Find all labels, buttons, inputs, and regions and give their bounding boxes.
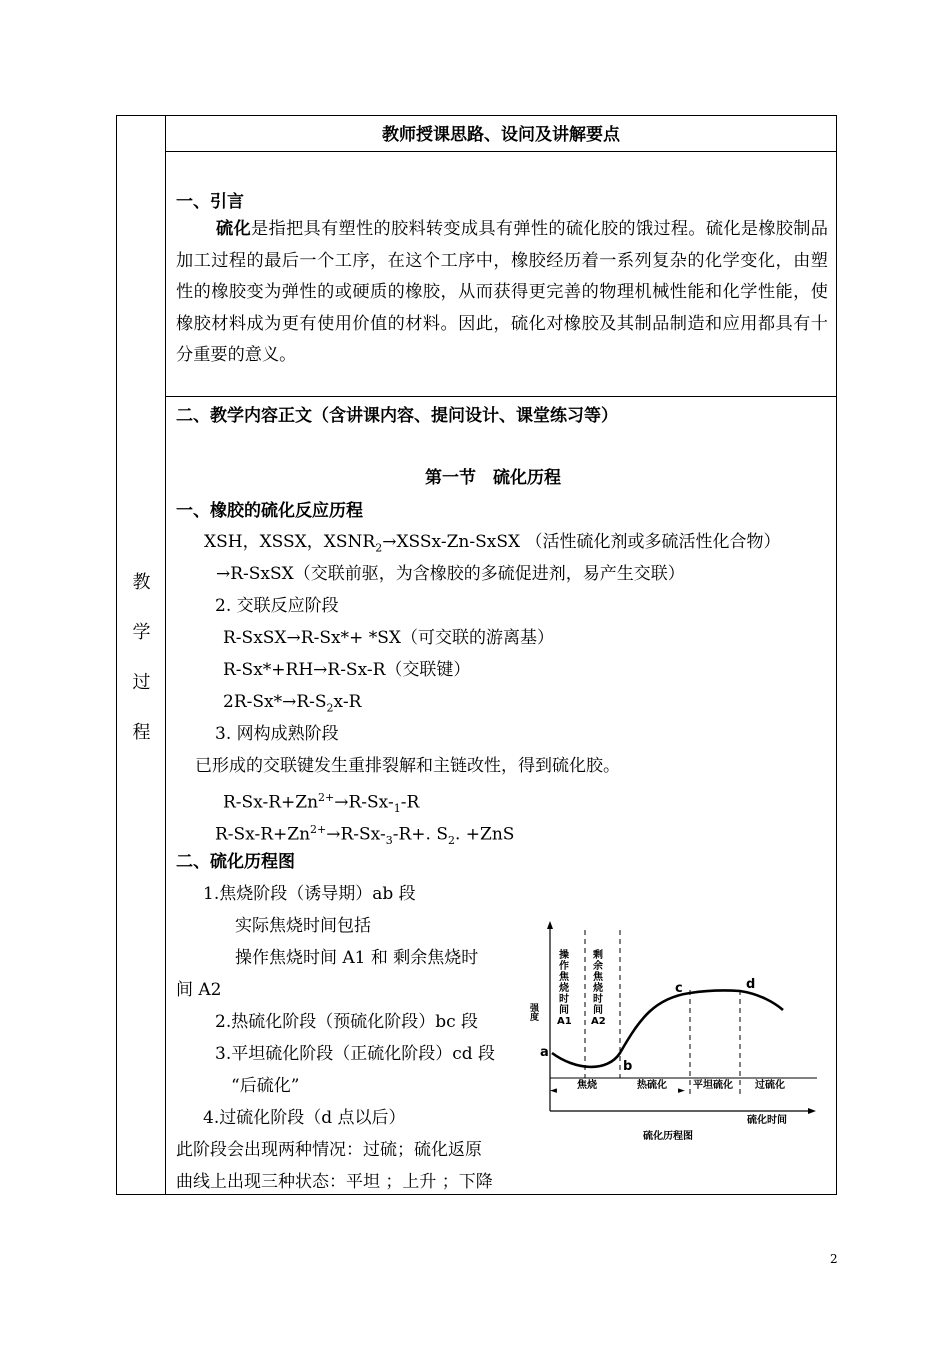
point-b: b [623,1059,633,1074]
point-d: d [746,977,756,992]
left-label-2: 学 [132,622,151,643]
x-axis-arrow [808,1108,816,1114]
reaction-line-4: R-SxSX→R-Sx*+ *SX（可交联的游离基） [223,628,554,648]
intro-text: 是指把具有塑性的胶料转变成具有弹性的硫化胶的饿过程。硫化是橡胶制品加工过程的最后一个工序，在这个工序中，橡胶经历着一系列复杂的化学变化，由塑性的橡胶变为弹性的或硬质的橡胶，从而获得更完善的物理机械性能和化学性能，使橡胶材料成为更有使用价值的材料。因此，硫化对橡胶及其制品制造和应用都具有十分重要的意义。 [176,219,828,365]
page-number: 2 [830,1252,838,1266]
stage-3-title: 3. 网构成熟阶段 [215,724,339,744]
reaction-line-5: R-Sx*+RH→R-Sx-R（交联键） [223,660,471,680]
stage-3-desc: 已形成的交联键发生重排裂解和主链改性，得到硫化胶。 [195,756,620,776]
stage-label-4: 过硫化 [755,1080,785,1091]
stage-text-6: 3.平坦硫化阶段（正硫化阶段）cd 段 [215,1044,496,1064]
vulcanization-curve [552,990,783,1066]
stage-label-2: 热硫化 [637,1080,667,1091]
intro-paragraph [176,214,828,372]
reaction-line-6: $2R-Sx*\to R-S_2x-R$ [223,692,362,715]
reaction-line-2: →R-SxSX（交联前驱，为含橡胶的多硫促进剂，易产生交联） [216,564,685,584]
stage-arrow-2: ► [678,1086,685,1096]
y-axis-label: 强度 [528,1003,538,1021]
stage-text-1: 1.焦烧阶段（诱导期）ab 段 [203,884,416,904]
left-label-4: 程 [132,722,151,743]
reaction-line-10: $R-Sx-R+Zn^{2+}\to R-Sx-_3-R+$. $S_2$. +ZnS [215,823,515,848]
a1-label: 操作焦烧时间 A1 [557,950,572,1027]
stage-arrow-1: ◄ [550,1086,557,1096]
reaction-line-9: $R-Sx-R+Zn^{2+}\to R-Sx-_1-R$ [223,791,420,816]
stage-label-3: 平坦硫化 [693,1080,733,1091]
section-title: 第一节 硫化历程 [425,468,561,488]
intro-heading: 一、引言 [176,192,244,212]
subheading-1: 一、橡胶的硫化反应历程 [176,501,363,521]
stage-text-5: 2.热硫化阶段（预硫化阶段）bc 段 [215,1012,479,1032]
stage-text-4: 间 A2 [176,980,222,1000]
left-label-3: 过 [132,672,151,693]
vulcanization-curve-figure [525,918,825,1148]
y-axis-arrow [547,921,553,929]
point-c: c [675,981,683,996]
row-divider [166,396,836,397]
stage-text-3: 操作焦烧时间 A1 和 剩余焦烧时 [235,948,479,968]
intro-term: 硫化 [216,219,251,239]
stage-text-9: 此阶段会出现两种情况：过硫；硫化返原 [176,1140,482,1160]
main-heading: 二、教学内容正文（含讲课内容、提问设计、课堂练习等） [176,406,618,426]
left-column [117,116,166,1194]
figure-caption: 硫化历程图 [643,1131,693,1142]
stage-text-2: 实际焦烧时间包括 [235,916,371,936]
stage-2-title: 2. 交联反应阶段 [215,596,339,616]
reaction-line-1: XSH，XSSX，$XSNR_2\to XSSx-Zn$-SxSX （活性硫化剂或多硫活性化合物） [204,532,781,555]
stage-text-7: “后硫化” [231,1076,300,1096]
subheading-2: 二、硫化历程图 [176,852,295,872]
stage-text-8: 4.过硫化阶段（d 点以后） [203,1108,406,1128]
stage-text-10: 曲线上出现三种状态：平坦 ；上升 ；下降 [176,1172,493,1192]
a2-label: 剩余焦烧时间 A2 [591,950,606,1027]
left-label-1: 教 [132,572,151,593]
stage-label-1: 焦烧 [577,1080,597,1091]
point-a: a [540,1045,549,1060]
x-axis-label: 硫化时间 [747,1115,787,1126]
table-header: 教师授课思路、设问及讲解要点 [166,116,836,152]
